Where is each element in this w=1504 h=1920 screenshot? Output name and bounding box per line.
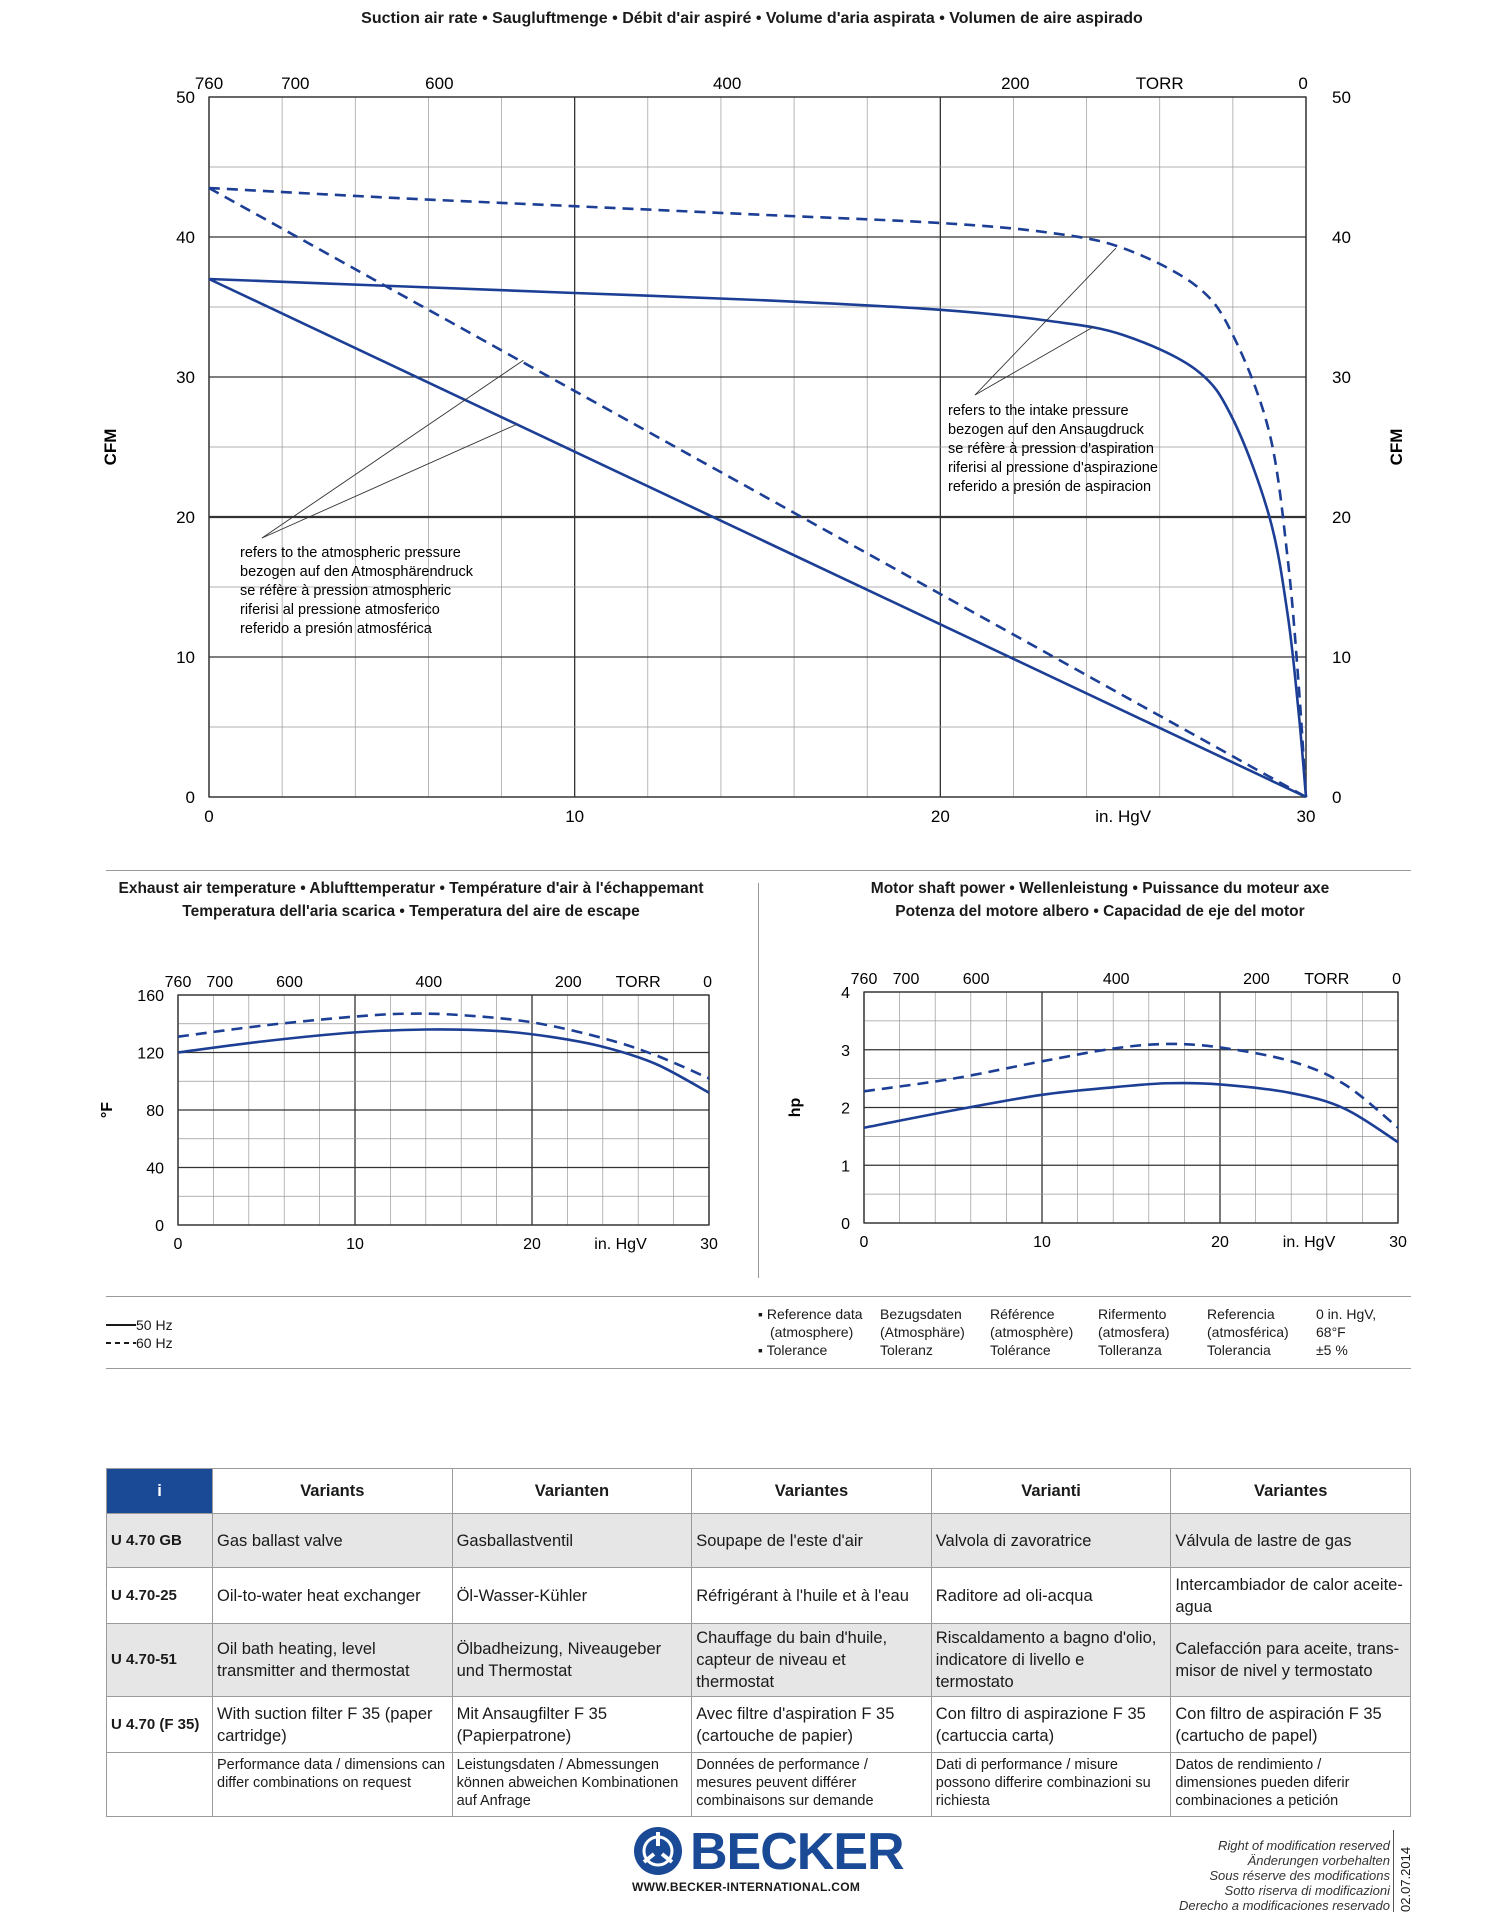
y-axis-label: hp xyxy=(787,1097,804,1118)
y-tick-label-right: 30 xyxy=(1332,368,1351,387)
y-tick-label: 0 xyxy=(185,788,195,807)
header-variants-it: Varianti xyxy=(931,1469,1171,1514)
annotation-intake-text: referido a presión de aspiracion xyxy=(948,479,1152,495)
y-tick-label: 30 xyxy=(176,368,195,387)
variant-code: U 4.70 (F 35) xyxy=(107,1697,213,1753)
variants-table xyxy=(106,1468,1411,1817)
table-cell: Valvola di zavoratrice xyxy=(931,1514,1171,1568)
reference-text: (Atmosphäre) xyxy=(880,1324,965,1340)
table-note: Données de performance / mesures peuvent différer combinaisons sur demande xyxy=(692,1753,932,1817)
x-axis-unit-label: in. HgV xyxy=(594,1236,647,1253)
table-cell: Oil bath heating, level transmitter and thermostat xyxy=(213,1624,453,1697)
table-notes-row xyxy=(107,1753,1411,1817)
reference-text: ▪ Tolerance xyxy=(758,1342,828,1358)
header-variants-es: Variantes xyxy=(1171,1469,1411,1514)
top-torr-tick-label: 600 xyxy=(276,974,303,991)
top-torr-tick-label: 0 xyxy=(1298,74,1308,93)
y-tick-label: 10 xyxy=(176,648,195,667)
legend-50hz xyxy=(106,1316,173,1334)
table-cell: Chauffage du bain d'huile, capteur de niveau et thermostat xyxy=(692,1624,932,1697)
y-tick-label: 40 xyxy=(176,228,195,247)
annotation-atmospheric-text: se réfère à pression atmospheric xyxy=(240,583,452,599)
top-torr-tick-label: 400 xyxy=(712,74,742,93)
variant-code: U 4.70-51 xyxy=(107,1624,213,1697)
reference-text: Referencia xyxy=(1207,1306,1275,1322)
top-torr-tick-label: 600 xyxy=(962,971,990,988)
top-torr-tick-label: 200 xyxy=(1001,74,1030,93)
y-tick-label: 0 xyxy=(155,1218,164,1235)
divider-legend-top xyxy=(106,1296,1411,1297)
info-icon: i xyxy=(107,1469,213,1514)
reference-text: ±5 % xyxy=(1316,1342,1348,1358)
reference-text: Toleranz xyxy=(880,1342,933,1358)
reference-col-es xyxy=(1207,1305,1289,1359)
y-tick-label: 20 xyxy=(176,508,195,527)
y-tick-label: 1 xyxy=(841,1158,850,1176)
reference-text: Tolleranza xyxy=(1098,1342,1162,1358)
x-tick-label: 30 xyxy=(1389,1234,1407,1251)
x-axis-unit-label: in. HgV xyxy=(1095,807,1152,826)
top-torr-tick-label: TORR xyxy=(1304,971,1350,988)
y-axis-label-right: CFM xyxy=(1387,428,1406,466)
reference-text: (atmosfera) xyxy=(1098,1324,1170,1340)
annotation-atmospheric-text: bezogen auf den Atmosphärendruck xyxy=(240,564,473,580)
table-note: Datos de rendimiento / dimensiones pueden diferir combinaciones a petición xyxy=(1171,1753,1411,1817)
y-tick-label-right: 20 xyxy=(1332,508,1351,527)
x-tick-label: 30 xyxy=(700,1236,718,1253)
reference-col-values xyxy=(1316,1305,1376,1359)
y-tick-label-right: 40 xyxy=(1332,228,1351,247)
x-tick-label: 0 xyxy=(173,1236,183,1253)
x-tick-label: 10 xyxy=(565,807,585,826)
series-line-50hz xyxy=(864,1083,1398,1142)
table-row xyxy=(107,1514,1411,1568)
table-cell: Réfrigérant à l'huile et à l'eau xyxy=(692,1568,932,1624)
y-tick-label-right: 0 xyxy=(1332,788,1342,807)
power-chart-title-line2: Potenza del motore albero • Capacidad de eje del motor xyxy=(895,903,1305,920)
top-torr-tick-label: 0 xyxy=(1392,971,1402,988)
table-cell: Calefacción para aceite, trans-misor de nivel y termostato xyxy=(1171,1624,1411,1697)
top-torr-tick-label: 600 xyxy=(425,74,454,93)
reference-text: Rifermento xyxy=(1098,1306,1167,1322)
reference-text: 68°F xyxy=(1316,1324,1346,1340)
reference-text: Référence xyxy=(990,1306,1055,1322)
table-cell: Gasballastventil xyxy=(452,1514,692,1568)
divider-legend-bottom xyxy=(106,1368,1411,1369)
y-tick-label: 3 xyxy=(841,1042,850,1060)
top-torr-tick-label: 400 xyxy=(415,974,443,991)
exhaust-chart-title-line2: Temperatura dell'aria scarica • Temperatura del aire de escape xyxy=(182,903,640,920)
table-cell: Avec filtre d'aspiration F 35 (cartouche de papier) xyxy=(692,1697,932,1753)
top-torr-tick-label: TORR xyxy=(1135,74,1184,93)
table-cell: Öl-Wasser-Kühler xyxy=(452,1568,692,1624)
table-cell: Oil-to-water heat exchanger xyxy=(213,1568,453,1624)
table-cell: Raditore ad oli-acqua xyxy=(931,1568,1171,1624)
x-tick-label: 0 xyxy=(859,1234,869,1251)
y-tick-label: 80 xyxy=(146,1103,164,1120)
table-note: Dati di performance / misure possono differire combinazioni su richiesta xyxy=(931,1753,1171,1817)
top-torr-tick-label: 0 xyxy=(703,974,713,991)
table-note: Performance data / dimensions can differ combinations on request xyxy=(213,1753,453,1817)
table-note: Leistungsdaten / Abmessungen können abweichen Kombinationen auf Anfrage xyxy=(452,1753,692,1817)
table-cell: Riscaldamento a bagno d'olio, indicatore di livello e termostato xyxy=(931,1624,1171,1697)
table-cell: Con filtro di aspirazione F 35 (cartuccia carta) xyxy=(931,1697,1171,1753)
rights-line: Right of modification reserved xyxy=(1218,1838,1390,1853)
footer-divider xyxy=(1393,1830,1394,1912)
annotation-intake-text: se réfère à pression d'aspiration xyxy=(948,441,1154,457)
rights-line: Derecho a modificaciones reservado xyxy=(1179,1898,1390,1913)
y-tick-label: 120 xyxy=(137,1045,164,1063)
rights-line: Änderungen vorbehalten xyxy=(1247,1853,1390,1868)
reference-text: (atmosphère) xyxy=(990,1324,1074,1340)
y-tick-label: 2 xyxy=(841,1100,850,1118)
table-cell: Válvula de lastre de gas xyxy=(1171,1514,1411,1568)
x-tick-label: 20 xyxy=(930,807,950,826)
reference-col-de xyxy=(880,1305,965,1359)
becker-brand-text: BECKER xyxy=(690,1823,904,1881)
table-cell: With suction filter F 35 (paper cartridge) xyxy=(213,1697,453,1753)
reference-text: Bezugsdaten xyxy=(880,1306,962,1322)
annotation-atmospheric-text: refers to the atmospheric pressure xyxy=(240,545,461,561)
becker-logo-icon xyxy=(632,1826,684,1876)
rights-notice xyxy=(1110,1838,1390,1913)
top-torr-tick-label: 700 xyxy=(206,974,234,991)
y-tick-label: 50 xyxy=(176,88,195,107)
main-chart-title: Suction air rate • Saugluftmenge • Débit d'air aspiré • Volume d'aria aspirata • Volumen de aire aspirado xyxy=(361,10,1143,27)
legend-60hz xyxy=(106,1334,173,1352)
rights-line: Sotto riserva di modificazioni xyxy=(1224,1883,1390,1898)
top-torr-tick-label: TORR xyxy=(615,974,661,991)
reference-text: Tolérance xyxy=(990,1342,1051,1358)
top-torr-tick-label: 700 xyxy=(892,971,920,988)
table-cell: Con filtro de aspiración F 35 (cartucho de papel) xyxy=(1171,1697,1411,1753)
reference-text: ▪ Reference data xyxy=(758,1306,863,1322)
table-cell: Intercambiador de calor aceite-agua xyxy=(1171,1568,1411,1624)
x-tick-label: 20 xyxy=(523,1236,541,1253)
y-axis-label: °F xyxy=(99,1101,116,1119)
annotation-intake-text: refers to the intake pressure xyxy=(948,403,1129,419)
y-tick-label: 40 xyxy=(146,1160,164,1178)
annotation-intake-text: bezogen auf den Ansaugdruck xyxy=(948,422,1144,438)
annotation-atmospheric-text: riferisi al pressione atmosferico xyxy=(240,602,440,618)
y-tick-label: 160 xyxy=(137,988,164,1005)
reference-text: (atmosférica) xyxy=(1207,1324,1289,1340)
top-torr-tick-label: 200 xyxy=(1243,971,1270,988)
x-tick-label: 30 xyxy=(1296,807,1316,826)
table-cell: Mit Ansaugfilter F 35 (Papierpatrone) xyxy=(452,1697,692,1753)
y-tick-label: 4 xyxy=(841,985,850,1002)
reference-col-fr xyxy=(990,1305,1073,1359)
header-variants-en: Variants xyxy=(213,1469,453,1514)
variant-code: U 4.70-25 xyxy=(107,1568,213,1624)
legend-50hz-label: 50 Hz xyxy=(136,1317,173,1333)
solid-line-icon xyxy=(106,1323,136,1327)
table-cell: Ölbadheizung, Niveaugeber und Thermostat xyxy=(452,1624,692,1697)
document-date: 02.07.2014 xyxy=(1398,1846,1413,1912)
top-torr-tick-label: 760 xyxy=(850,971,878,988)
power-chart-title-line1: Motor shaft power • Wellenleistung • Puissance du moteur axe xyxy=(870,880,1330,897)
reference-text: (atmosphere) xyxy=(770,1324,854,1340)
y-tick-label-right: 50 xyxy=(1332,88,1351,107)
table-row xyxy=(107,1697,1411,1753)
variant-code: U 4.70 GB xyxy=(107,1514,213,1568)
legend-60hz-label: 60 Hz xyxy=(136,1335,173,1351)
reference-text: 0 in. HgV, xyxy=(1316,1306,1377,1322)
x-tick-label: 10 xyxy=(346,1236,364,1253)
x-tick-label: 20 xyxy=(1211,1234,1229,1251)
table-cell: Soupape de l'este d'air xyxy=(692,1514,932,1568)
y-tick-label-right: 10 xyxy=(1332,648,1351,667)
x-tick-label: 10 xyxy=(1033,1234,1051,1251)
table-cell: Gas ballast valve xyxy=(213,1514,453,1568)
reference-col-it xyxy=(1098,1305,1170,1359)
table-row xyxy=(107,1624,1411,1697)
becker-logo xyxy=(632,1823,904,1881)
dashed-line-icon xyxy=(106,1341,136,1345)
y-tick-label: 0 xyxy=(841,1216,850,1233)
annotation-intake-text: riferisi al pressione d'aspirazione xyxy=(948,460,1158,476)
rights-line: Sous réserve des modifications xyxy=(1209,1868,1390,1883)
x-axis-unit-label: in. HgV xyxy=(1282,1234,1336,1251)
top-torr-tick-label: 760 xyxy=(194,74,224,93)
top-torr-tick-label: 760 xyxy=(164,974,192,991)
chart-grid xyxy=(864,992,1398,1223)
exhaust-chart-title-line1: Exhaust air temperature • Ablufttemperatur • Température d'air à l'échappemant xyxy=(118,880,704,897)
header-variants-de: Varianten xyxy=(452,1469,692,1514)
top-torr-tick-label: 700 xyxy=(281,74,310,93)
x-tick-label: 0 xyxy=(204,807,214,826)
top-torr-tick-label: 400 xyxy=(1102,971,1130,988)
legend xyxy=(106,1316,173,1352)
header-variants-fr: Variantes xyxy=(692,1469,932,1514)
table-cell-empty xyxy=(107,1753,213,1817)
reference-col-en xyxy=(758,1305,863,1359)
annotation-atmospheric-text: referido a presión atmosférica xyxy=(240,621,432,637)
top-torr-tick-label: 200 xyxy=(554,974,582,991)
becker-url[interactable]: WWW.BECKER-INTERNATIONAL.COM xyxy=(632,1880,861,1894)
table-row xyxy=(107,1568,1411,1624)
table-header-row xyxy=(107,1469,1411,1514)
reference-text: Tolerancia xyxy=(1207,1342,1271,1358)
y-axis-label: CFM xyxy=(101,428,120,466)
